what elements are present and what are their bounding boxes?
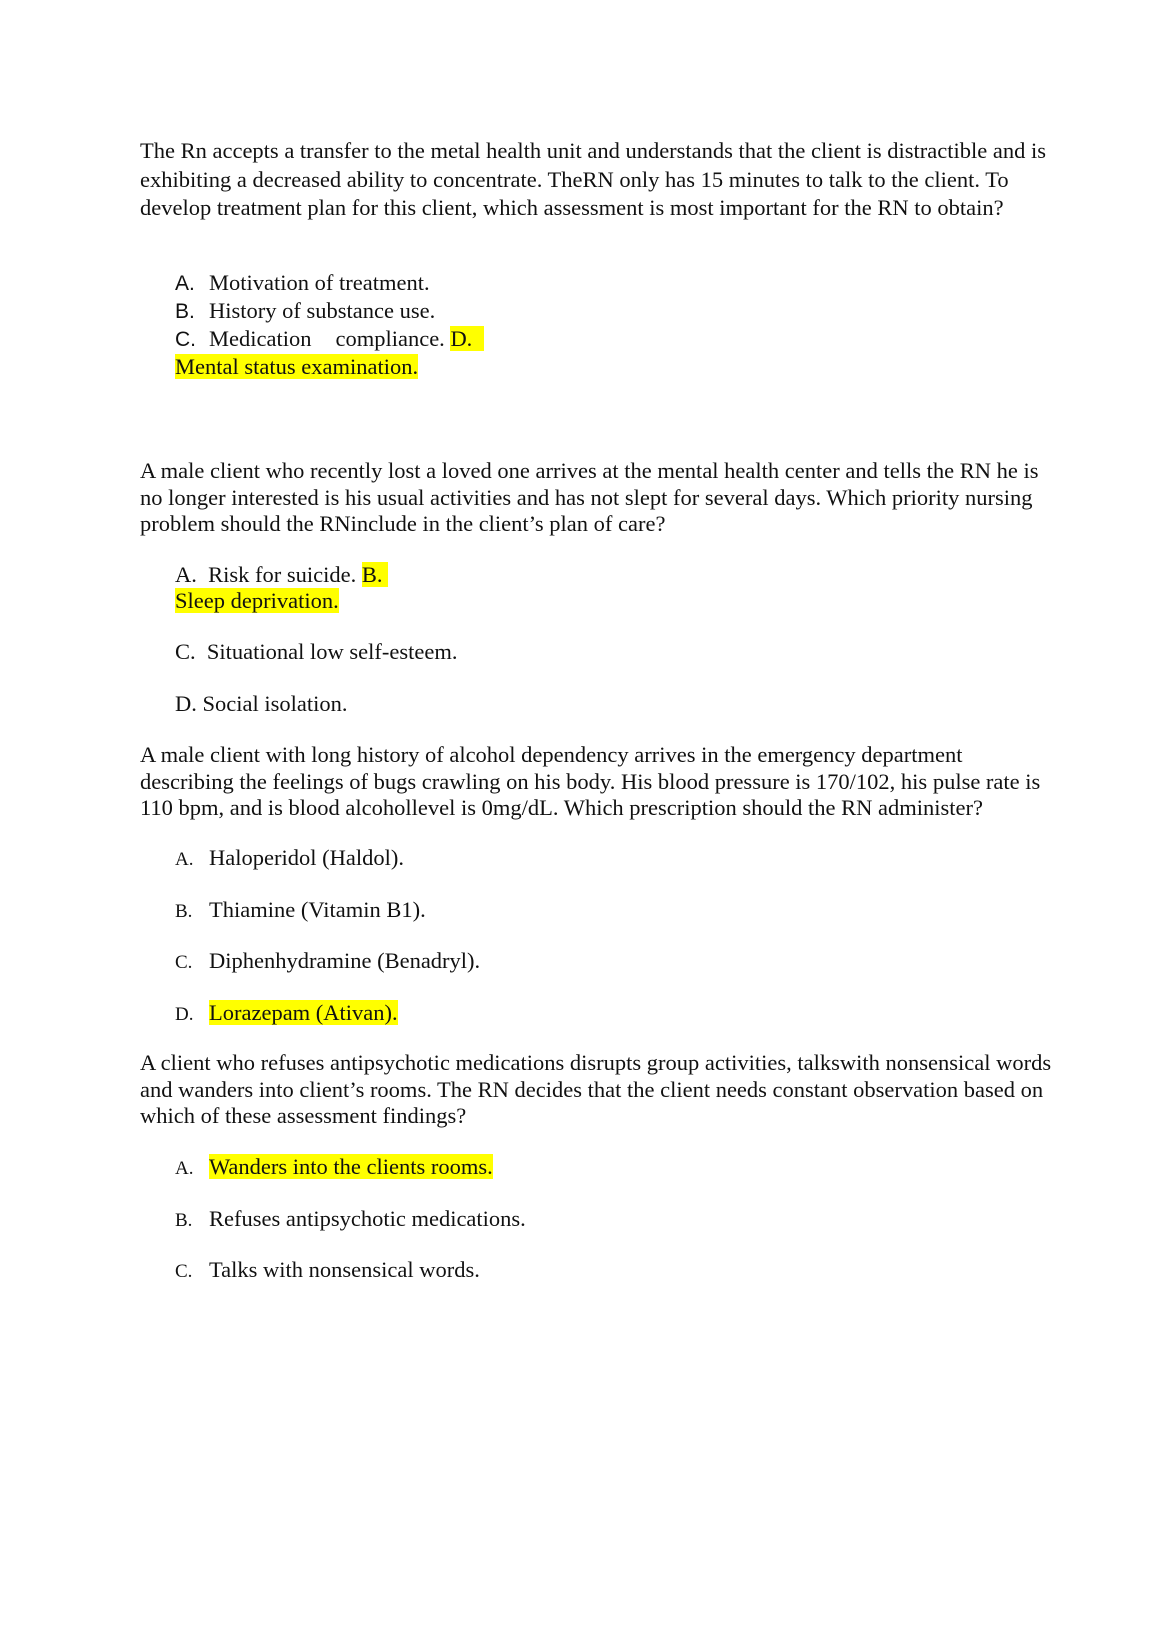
question-1 (140, 137, 1060, 223)
option-letter: B. (175, 1210, 193, 1231)
option-text: Talks with nonsensical words. (209, 1257, 480, 1282)
option-text: Diphenhydramine (Benadryl). (209, 948, 481, 973)
option-letter: B. (175, 300, 195, 323)
option-text-continued: compliance. (335, 326, 445, 351)
question-3 (140, 742, 1060, 822)
option-text: Sleep deprivation. (175, 588, 339, 613)
question-4 (140, 1050, 1060, 1130)
option-c (175, 947, 480, 976)
question-2 (140, 458, 1060, 538)
option-text: History of substance use. (209, 298, 436, 323)
option-letter: C. (175, 639, 196, 664)
option-text: Mental status examination. (175, 354, 419, 379)
option-a (175, 561, 388, 588)
option-letter: C. (175, 952, 193, 973)
question-stem: The Rn accepts a transfer to the metal health unit and understands that the client is distractible and is exhibiting a decreased ability to concentrate. TheRN only has 15 minutes to talk to the client. To develop treatment plan for this client, which assessment is most important for the RN to obtain? (140, 138, 1046, 220)
option-letter: A. (175, 272, 195, 295)
option-d-correct (175, 999, 398, 1028)
question-stem: A male client with long history of alcohol dependency arrives in the emergency department describing the feelings of bugs crawling on his body. His blood pressure is 170/102, his pulse rate is 110 bpm, and is blood alcohollevel is 0mg/dL. Which prescription should the RN administer? (140, 742, 1041, 820)
option-text: Wanders into the clients rooms. (209, 1154, 493, 1179)
option-letter: A. (175, 562, 197, 587)
option-text: Social isolation. (202, 691, 348, 716)
option-text: Thiamine (Vitamin B1). (209, 897, 426, 922)
option-b-correct (175, 587, 339, 614)
option-c (175, 325, 484, 353)
question-stem: A male client who recently lost a loved one arrives at the mental health center and tells the RN he is no longer interested is his usual activities and has not slept for several days. Which priority nursing problem should the RNinclude in the client’s plan of care? (140, 458, 1039, 536)
option-d-correct (175, 353, 418, 380)
option-letter-correct: D. (450, 326, 473, 351)
option-text: Lorazepam (Ativan). (209, 1000, 398, 1025)
option-letter: D. (175, 691, 197, 716)
option-b (175, 896, 426, 925)
option-d (175, 690, 348, 717)
option-b (175, 1205, 526, 1234)
option-a-correct (175, 1153, 493, 1182)
option-letter: C. (175, 328, 196, 351)
option-c (175, 1256, 480, 1285)
option-letter: B. (175, 901, 193, 922)
option-c (175, 638, 457, 665)
option-text: Medication (209, 326, 312, 351)
option-text: Risk for suicide. (208, 562, 357, 587)
option-text: Situational low self-esteem. (206, 639, 458, 664)
option-letter: A. (175, 1158, 194, 1179)
option-letter-correct: B. (361, 562, 383, 587)
option-a (175, 844, 404, 873)
option-text: Motivation of treatment. (209, 270, 430, 295)
option-text: Haloperidol (Haldol). (209, 845, 404, 870)
option-a (175, 269, 430, 297)
option-letter: D. (175, 1004, 194, 1025)
question-stem: A client who refuses antipsychotic medications disrupts group activities, talkswith nonsensical words and wanders into client’s rooms. The RN decides that the client needs constant observation based on which of these assessment findings? (140, 1050, 1052, 1128)
option-letter: A. (175, 849, 194, 870)
option-b (175, 297, 435, 325)
option-text: Refuses antipsychotic medications. (209, 1206, 526, 1231)
option-letter: C. (175, 1261, 193, 1282)
